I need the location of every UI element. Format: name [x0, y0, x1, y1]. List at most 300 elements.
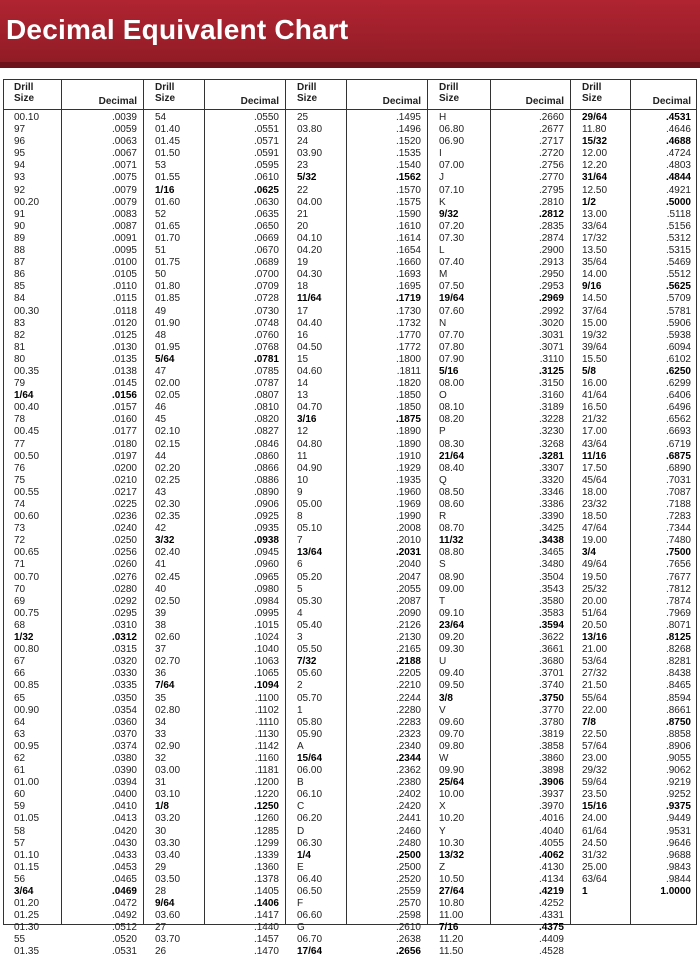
- decimal-cell: .3346: [538, 486, 564, 498]
- decimal-cell: .0217: [111, 486, 137, 498]
- drill-size-cell: 7/32: [297, 656, 317, 668]
- decimal-cell: .2480: [395, 837, 421, 849]
- drill-size-cell: 08.40: [439, 462, 465, 474]
- drill-size-cell: 05.10: [297, 523, 323, 535]
- drill-header-line1: Drill: [297, 82, 317, 93]
- decimal-cell: .3583: [538, 607, 564, 619]
- decimal-cell: .4062: [538, 849, 564, 861]
- decimal-cell: .3740: [538, 680, 564, 692]
- drill-size-cell: 55/64: [582, 692, 608, 704]
- decimal-cell: .3020: [538, 317, 564, 329]
- decimal-cell: .3281: [538, 450, 564, 462]
- drill-size-cell: 59/64: [582, 777, 608, 789]
- drill-size-cell: 31/32: [582, 849, 608, 861]
- decimal-cell: .0465: [111, 873, 137, 885]
- drill-size-cell: 15: [297, 353, 309, 365]
- decimal-cell: .3661: [538, 644, 564, 656]
- drill-size-column: [155, 112, 180, 959]
- decimal-cell: .0630: [253, 196, 279, 208]
- decimal-cell: .0625: [253, 184, 279, 196]
- drill-size-cell: 18.00: [582, 486, 608, 498]
- drill-size-cell: 49/64: [582, 559, 608, 571]
- decimal-cell: .4528: [538, 946, 564, 958]
- drill-header-line2: Size: [14, 93, 35, 104]
- decimal-cell: .2055: [395, 583, 421, 595]
- decimal-cell: .5312: [665, 232, 691, 244]
- decimal-cell: .2205: [395, 668, 421, 680]
- drill-size-cell: 21: [297, 208, 309, 220]
- decimal-cell: .1260: [253, 813, 279, 825]
- decimal-cell: .0960: [253, 559, 279, 571]
- drill-size-cell: 11/32: [439, 535, 464, 547]
- decimal-cell: .1772: [395, 341, 421, 353]
- drill-size-cell: 01.95: [155, 341, 181, 353]
- decimal-cell: .3110: [539, 353, 564, 365]
- drill-size-cell: 05.90: [297, 728, 323, 740]
- drill-size-cell: 7/64: [155, 680, 175, 692]
- drill-size-cell: 02.50: [155, 595, 181, 607]
- drill-size-cell: 07.60: [439, 305, 465, 317]
- decimal-cell: .2720: [538, 148, 564, 160]
- decimal-cell: .1405: [253, 886, 279, 897]
- decimal-cell: .0315: [111, 644, 137, 656]
- drill-size-cell: 76: [14, 462, 26, 474]
- decimal-cell: .1520: [395, 136, 421, 148]
- decimal-cell: .5156: [665, 220, 691, 232]
- drill-size-cell: 62: [14, 752, 26, 764]
- drill-size-cell: O: [439, 390, 447, 402]
- drill-size-cell: 58: [14, 825, 26, 837]
- drill-size-cell: 39/64: [582, 341, 608, 353]
- decimal-cell: .3970: [538, 801, 564, 813]
- drill-size-cell: 00.60: [14, 511, 40, 523]
- drill-size-cell: 49: [155, 305, 167, 317]
- drill-size-cell: 50: [155, 269, 167, 281]
- drill-header-line2: Size: [582, 93, 603, 104]
- drill-size-cell: 72: [14, 535, 26, 547]
- decimal-cell: .6719: [665, 438, 691, 450]
- drill-size-cell: 01.00: [14, 777, 40, 789]
- drill-size-cell: 01.85: [155, 293, 181, 305]
- decimal-cell: .2380: [395, 777, 421, 789]
- decimal-cell: .3320: [538, 474, 564, 486]
- drill-size-cell: 60: [14, 789, 26, 801]
- decimal-cell: .0354: [111, 704, 137, 716]
- decimal-cell: .1540: [395, 160, 421, 172]
- decimal-cell: .0118: [112, 305, 137, 317]
- drill-size-cell: 01.70: [155, 232, 181, 244]
- decimal-cell: .9646: [665, 837, 691, 849]
- drill-size-cell: 06.00: [297, 765, 323, 777]
- decimal-cell: .4016: [538, 813, 564, 825]
- decimal-cell: .2520: [395, 873, 421, 885]
- drill-size-cell: 02.80: [155, 704, 181, 716]
- drill-size-cell: 12: [297, 426, 309, 438]
- drill-size-cell: 95: [14, 148, 26, 160]
- drill-size-cell: 22: [297, 184, 309, 196]
- drill-size-cell: 01.30: [14, 922, 40, 934]
- drill-size-cell: C: [297, 801, 305, 813]
- drill-size-column: [297, 112, 322, 959]
- drill-size-cell: D: [297, 825, 305, 837]
- drill-size-cell: 02.70: [155, 656, 181, 668]
- decimal-cell: .0700: [253, 269, 279, 281]
- drill-size-cell: 75: [14, 474, 26, 486]
- decimal-cell: .9844: [665, 873, 691, 885]
- decimal-cell: .4646: [665, 124, 691, 136]
- decimal-cell: .1130: [254, 728, 279, 740]
- drill-size-cell: 82: [14, 329, 26, 341]
- decimal-cell: .0689: [253, 257, 279, 269]
- decimal-cell: .0075: [111, 172, 137, 184]
- decimal-header: Decimal: [98, 96, 137, 107]
- drill-size-cell: 17.50: [582, 462, 608, 474]
- decimal-cell: .0866: [253, 462, 279, 474]
- decimal-cell: .0935: [253, 523, 279, 535]
- decimal-cell: .8438: [665, 668, 691, 680]
- drill-size-cell: R: [439, 511, 447, 523]
- decimal-cell: .5906: [665, 317, 691, 329]
- decimal-cell: .1969: [395, 499, 421, 510]
- drill-header-line2: Size: [297, 93, 318, 104]
- drill-size-cell: 19.00: [582, 535, 608, 547]
- drill-size-cell: 15/64: [297, 752, 323, 764]
- drill-size-cell: Q: [439, 474, 447, 486]
- decimal-cell: .2992: [538, 305, 564, 317]
- decimal-cell: .2900: [538, 245, 564, 257]
- decimal-cell: .1693: [395, 269, 421, 281]
- decimal-cell: .0551: [253, 124, 279, 136]
- decimal-cell: .9055: [665, 752, 691, 764]
- drill-size-cell: 06.70: [297, 934, 323, 946]
- drill-size-cell: J: [439, 172, 444, 184]
- decimal-cell: .1929: [395, 462, 421, 474]
- decimal-cell: .7087: [665, 486, 691, 498]
- decimal-cell: .0945: [253, 547, 279, 559]
- drill-size-cell: 97: [14, 124, 26, 136]
- drill-size-cell: 28: [155, 886, 167, 897]
- drill-size-cell: 04.30: [297, 269, 323, 281]
- drill-size-cell: 27/64: [439, 886, 465, 897]
- decimal-cell: .2441: [395, 813, 421, 825]
- drill-size-cell: 00.20: [14, 196, 40, 208]
- drill-size-cell: 14: [297, 378, 309, 390]
- decimal-cell: .2610: [395, 922, 421, 934]
- drill-size-cell: 61/64: [582, 825, 608, 837]
- decimal-cell: .0906: [253, 499, 279, 510]
- drill-size-cell: 02.30: [155, 499, 181, 510]
- decimal-header: Decimal: [652, 96, 691, 107]
- decimal-cell: .3160: [538, 390, 564, 402]
- drill-size-cell: 00.90: [14, 704, 40, 716]
- decimal-cell: .5625: [665, 281, 691, 293]
- drill-size-cell: 04.90: [297, 462, 323, 474]
- decimal-cell: .0295: [111, 607, 137, 619]
- decimal-cell: .2812: [538, 208, 564, 220]
- drill-size-cell: G: [297, 922, 305, 934]
- decimal-cell: .0083: [111, 208, 137, 220]
- drill-size-cell: 06.10: [297, 789, 323, 801]
- drill-size-cell: 02.05: [155, 390, 181, 402]
- decimal-cell: .2969: [538, 293, 564, 305]
- column-divider: [346, 79, 347, 925]
- decimal-cell: .1590: [395, 208, 421, 220]
- drill-size-cell: 84: [14, 293, 26, 305]
- decimal-cell: .0984: [253, 595, 279, 607]
- decimal-cell: .0130: [111, 341, 137, 353]
- drill-size-cell: 29/32: [582, 765, 608, 777]
- decimal-cell: .4252: [538, 898, 564, 910]
- decimal-cell: .1181: [254, 765, 279, 777]
- drill-size-cell: 10.50: [439, 873, 465, 885]
- decimal-cell: .1200: [253, 777, 279, 789]
- decimal-cell: .2040: [395, 559, 421, 571]
- decimal-cell: .0071: [111, 160, 137, 172]
- drill-size-cell: 04.80: [297, 438, 323, 450]
- decimal-cell: .0390: [111, 765, 137, 777]
- drill-size-cell: 7/8: [582, 716, 596, 728]
- drill-size-cell: 11.50: [439, 946, 464, 958]
- decimal-cell: .2500: [395, 861, 421, 873]
- drill-size-cell: 14.50: [582, 293, 608, 305]
- decimal-cell: .1990: [395, 511, 421, 523]
- decimal-cell: .0938: [253, 535, 279, 547]
- drill-size-cell: 09.50: [439, 680, 465, 692]
- drill-size-cell: 19: [297, 257, 309, 269]
- drill-size-cell: F: [297, 898, 304, 910]
- decimal-cell: .1470: [253, 946, 279, 958]
- drill-header-line2: Size: [155, 93, 176, 104]
- decimal-cell: .8858: [665, 728, 691, 740]
- decimal-cell: .6890: [665, 462, 691, 474]
- drill-size-cell: 04.00: [297, 196, 323, 208]
- drill-size-cell: 09.40: [439, 668, 465, 680]
- drill-size-cell: 3/64: [14, 886, 34, 897]
- drill-size-cell: 36: [155, 668, 167, 680]
- drill-size-cell: 59: [14, 801, 26, 813]
- decimal-cell: .2323: [395, 728, 421, 740]
- decimal-cell: .3504: [538, 571, 564, 583]
- drill-size-cell: 04.10: [297, 232, 323, 244]
- column-group-3: [286, 79, 428, 958]
- drill-size-cell: 09.30: [439, 644, 465, 656]
- drill-size-cell: 01.20: [14, 898, 40, 910]
- decimal-cell: .1910: [395, 450, 421, 462]
- decimal-cell: .1406: [253, 898, 279, 910]
- drill-size-cell: 07.40: [439, 257, 465, 269]
- decimal-cell: .1890: [395, 426, 421, 438]
- decimal-cell: .2500: [395, 849, 421, 861]
- drill-size-cell: 29/64: [582, 112, 608, 123]
- decimal-cell: .3071: [538, 341, 564, 353]
- decimal-cell: .7656: [665, 559, 691, 571]
- decimal-cell: .6299: [665, 378, 691, 390]
- column-divider: [630, 79, 631, 925]
- drill-size-cell: 85: [14, 281, 26, 293]
- page-title: Decimal Equivalent Chart: [6, 14, 349, 45]
- decimal-cell: .3307: [538, 462, 564, 474]
- drill-size-cell: 87: [14, 257, 26, 269]
- drill-size-cell: 01.05: [14, 813, 40, 825]
- drill-size-cell: 96: [14, 136, 26, 148]
- decimal-cell: .7812: [665, 583, 691, 595]
- drill-size-cell: 04.60: [297, 365, 323, 377]
- drill-size-cell: 03.80: [297, 124, 323, 136]
- drill-size-cell: 01.75: [155, 257, 181, 269]
- decimal-cell: .3898: [538, 765, 564, 777]
- decimal-cell: .0650: [253, 220, 279, 232]
- decimal-cell: .5709: [665, 293, 691, 305]
- drill-size-cell: 1: [582, 886, 588, 897]
- drill-size-cell: 08.10: [439, 402, 465, 414]
- decimal-cell: .5000: [665, 196, 691, 208]
- drill-size-cell: 9/16: [582, 281, 602, 293]
- drill-size-cell: 53: [155, 160, 167, 172]
- drill-size-cell: 17/64: [297, 946, 323, 958]
- drill-size-cell: 64: [14, 716, 26, 728]
- decimal-cell: .1457: [253, 934, 279, 946]
- drill-size-cell: 16: [297, 329, 309, 341]
- title-banner: [0, 0, 700, 68]
- decimal-cell: .3860: [538, 752, 564, 764]
- decimal-cell: .0276: [111, 571, 137, 583]
- decimal-cell: .0635: [253, 208, 279, 220]
- decimal-cell: .2420: [395, 801, 421, 813]
- decimal-cell: .2795: [538, 184, 564, 196]
- drill-size-cell: 20.50: [582, 619, 608, 631]
- drill-size-cell: N: [439, 317, 447, 329]
- drill-size-cell: 67: [14, 656, 26, 668]
- drill-size-cell: 21/32: [582, 414, 608, 426]
- drill-size-cell: 08.60: [439, 499, 465, 510]
- drill-size-cell: 23.50: [582, 789, 608, 801]
- decimal-cell: .3543: [538, 583, 564, 595]
- drill-size-cell: 04.40: [297, 317, 323, 329]
- decimal-cell: .2638: [395, 934, 421, 946]
- decimal-cell: .2087: [395, 595, 421, 607]
- drill-size-cell: 12.20: [582, 160, 608, 172]
- drill-size-cell: 01.40: [155, 124, 181, 136]
- decimal-cell: .0200: [111, 462, 137, 474]
- drill-size-cell: 03.10: [155, 789, 181, 801]
- decimal-cell: .2598: [395, 910, 421, 922]
- drill-size-cell: 3: [297, 632, 303, 644]
- drill-size-cell: 10.30: [439, 837, 465, 849]
- decimal-cell: .0079: [111, 196, 137, 208]
- drill-size-cell: 88: [14, 245, 26, 257]
- decimal-cell: .1094: [253, 680, 279, 692]
- drill-size-cell: 9: [297, 486, 303, 498]
- drill-size-cell: W: [439, 752, 449, 764]
- decimal-cell: .2874: [538, 232, 564, 244]
- drill-size-cell: 09.10: [439, 607, 465, 619]
- drill-size-cell: 78: [14, 414, 26, 426]
- decimal-cell: .0120: [111, 317, 137, 329]
- drill-size-cell: 51: [155, 245, 167, 257]
- drill-size-cell: 17: [297, 305, 309, 317]
- decimal-cell: .5938: [665, 329, 691, 341]
- decimal-cell: .1110: [255, 716, 279, 728]
- drill-size-cell: 5/32: [297, 172, 317, 184]
- column-header: [286, 79, 427, 110]
- drill-size-cell: 10.80: [439, 898, 465, 910]
- decimal-cell: .2244: [395, 692, 421, 704]
- decimal-cell: .9219: [665, 777, 691, 789]
- drill-size-cell: 15.00: [582, 317, 608, 329]
- drill-size-cell: 42: [155, 523, 167, 535]
- drill-size-cell: 03.50: [155, 873, 181, 885]
- drill-size-cell: 01.15: [14, 861, 40, 873]
- decimal-cell: .0360: [111, 716, 137, 728]
- decimal-cell: .0520: [111, 934, 137, 946]
- decimal-cell: .0260: [111, 559, 137, 571]
- drill-size-cell: Z: [439, 861, 446, 873]
- drill-size-cell: 26: [155, 946, 167, 958]
- drill-size-cell: 45/64: [582, 474, 608, 486]
- decimal-cell: .1378: [253, 873, 279, 885]
- drill-size-cell: 65: [14, 692, 26, 704]
- decimal-cell: .0067: [111, 148, 137, 160]
- drill-size-cell: 00.55: [14, 486, 40, 498]
- decimal-cell: .3268: [538, 438, 564, 450]
- drill-size-cell: 02.15: [155, 438, 181, 450]
- drill-size-cell: 05.70: [297, 692, 323, 704]
- decimal-cell: .3770: [538, 704, 564, 716]
- drill-size-cell: 00.30: [14, 305, 40, 317]
- column-header: [428, 79, 570, 110]
- decimal-cell: .1220: [253, 789, 279, 801]
- decimal-cell: .1935: [395, 474, 421, 486]
- drill-size-cell: 07.20: [439, 220, 465, 232]
- decimal-cell: .6102: [665, 353, 691, 365]
- drill-size-cell: 01.90: [155, 317, 181, 329]
- decimal-cell: .0394: [111, 777, 137, 789]
- decimal-cell: .1719: [395, 293, 421, 305]
- drill-size-cell: 77: [14, 438, 26, 450]
- drill-size-cell: 06.60: [297, 910, 323, 922]
- decimal-cell: .4921: [665, 184, 691, 196]
- drill-size-cell: 7: [297, 535, 303, 547]
- decimal-cell: .4803: [665, 160, 691, 172]
- drill-size-cell: 37: [155, 644, 167, 656]
- decimal-cell: .1299: [253, 837, 279, 849]
- decimal-cell: .8750: [665, 716, 691, 728]
- decimal-cell: .0965: [253, 571, 279, 583]
- decimal-cell: .9449: [665, 813, 691, 825]
- drill-size-cell: 3/16: [297, 414, 317, 426]
- column-group-1: [3, 79, 144, 958]
- decimal-cell: .0820: [253, 414, 279, 426]
- decimal-cell: .9375: [665, 801, 691, 813]
- drill-size-cell: 13.50: [582, 245, 608, 257]
- column-group-4: [428, 79, 571, 958]
- decimal-cell: .1417: [253, 910, 279, 922]
- drill-size-cell: 14.00: [582, 269, 608, 281]
- drill-size-cell: 53/64: [582, 656, 608, 668]
- decimal-cell: .0330: [111, 668, 137, 680]
- decimal-cell: .0177: [111, 426, 137, 438]
- decimal-cell: .5315: [665, 245, 691, 257]
- decimal-column: [396, 112, 421, 959]
- drill-size-cell: 23/64: [439, 619, 465, 631]
- decimal-header: Decimal: [240, 96, 279, 107]
- decimal-cell: .6496: [665, 402, 691, 414]
- drill-size-cell: 5/16: [439, 365, 459, 377]
- drill-size-cell: 5/64: [155, 353, 175, 365]
- decimal-cell: .0320: [111, 656, 137, 668]
- drill-size-cell: 54: [155, 112, 167, 123]
- decimal-cell: .1496: [395, 124, 421, 136]
